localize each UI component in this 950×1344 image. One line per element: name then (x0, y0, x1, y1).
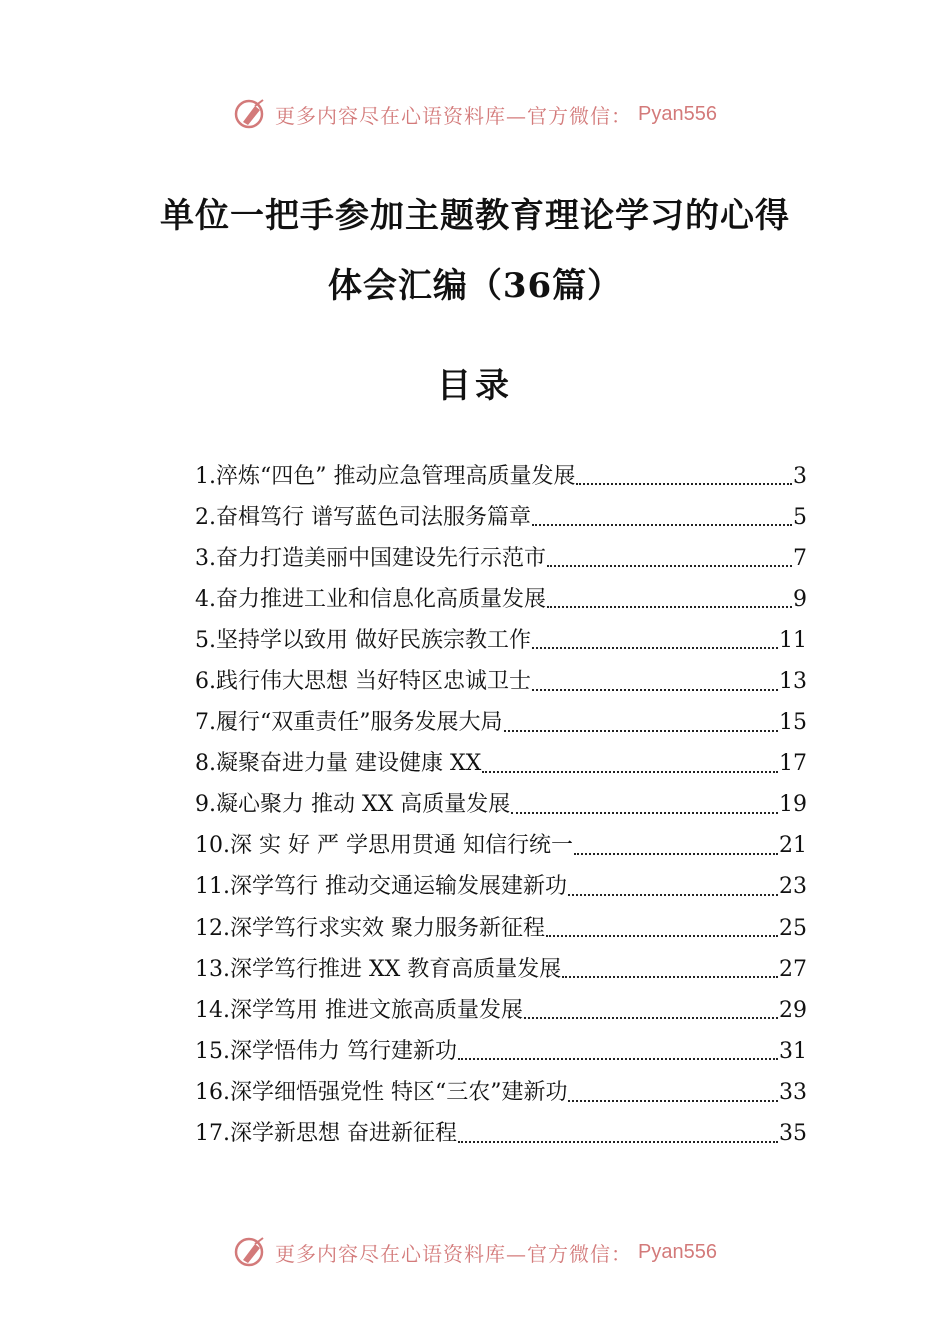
toc-entry[interactable]: 13.深学笃行推进 XX 教育高质量发展 27 (195, 956, 807, 982)
toc-entry[interactable]: 11.深学笃行 推动交通运输发展建新功 23 (195, 874, 807, 900)
toc-page-number: 15 (779, 710, 807, 736)
watermark-wechat-id: Pyan556 (638, 1240, 717, 1263)
watermark-footer (0, 1234, 950, 1270)
toc-page-number: 7 (793, 545, 807, 571)
toc-entry[interactable]: 17.深学新思想 奋进新征程 35 (195, 1121, 807, 1147)
toc-page-number: 17 (779, 751, 807, 777)
toc-page-number: 25 (779, 915, 807, 941)
watermark-text: 更多内容尽在心语资料库—官方微信： (275, 103, 633, 128)
toc-entry[interactable]: 16.深学细悟强党性 特区“三农”建新功 33 (195, 1079, 807, 1105)
toc-page-number: 33 (779, 1079, 807, 1105)
watermark-text: 更多内容尽在心语资料库—官方微信： (275, 1241, 633, 1266)
pen-logo-icon (233, 1234, 269, 1270)
toc-page-number: 29 (779, 997, 807, 1023)
toc-entry[interactable]: 8.凝聚奋进力量 建设健康 XX 17 (195, 751, 807, 777)
toc-page-number: 21 (779, 833, 807, 859)
toc-entry[interactable]: 12.深学笃行求实效 聚力服务新征程 25 (195, 915, 807, 941)
toc-entry[interactable]: 6.践行伟大思想 当好特区忠诚卫士 13 (195, 669, 807, 695)
table-of-contents (195, 456, 807, 1155)
toc-page-number: 9 (793, 586, 807, 612)
toc-page-number: 13 (779, 669, 807, 695)
toc-page-number: 5 (793, 504, 807, 530)
toc-entry[interactable]: 5.坚持学以致用 做好民族宗教工作 11 (195, 627, 807, 653)
toc-entry[interactable]: 14.深学笃用 推进文旅高质量发展 29 (195, 997, 807, 1023)
toc-page-number: 35 (779, 1121, 807, 1147)
watermark-wechat-id: Pyan556 (638, 102, 717, 125)
toc-page-number: 3 (793, 463, 807, 489)
toc-entry[interactable]: 15.深学悟伟力 笃行建新功 31 (195, 1038, 807, 1064)
watermark-header (0, 96, 950, 132)
toc-heading: 目录 (437, 366, 513, 406)
document-title-line1: 单位一把手参加主题教育理论学习的心得 (160, 196, 790, 236)
toc-entry[interactable]: 3.奋力打造美丽中国建设先行示范市 7 (195, 545, 807, 571)
toc-entry[interactable]: 7.履行“双重责任”服务发展大局 15 (195, 710, 807, 736)
toc-entry[interactable]: 4.奋力推进工业和信息化高质量发展 9 (195, 586, 807, 612)
toc-page-number: 19 (779, 792, 807, 818)
toc-entry[interactable]: 2.奋楫笃行 谱写蓝色司法服务篇章 5 (195, 504, 807, 530)
toc-entry[interactable]: 10.深 实 好 严 学思用贯通 知信行统一 21 (195, 833, 807, 859)
pen-logo-icon (233, 96, 269, 132)
toc-page-number: 11 (779, 627, 807, 653)
toc-page-number: 27 (779, 956, 807, 982)
toc-page-number: 31 (779, 1038, 807, 1064)
toc-entry[interactable]: 1.淬炼“四色” 推动应急管理高质量发展 3 (195, 463, 807, 489)
toc-page-number: 23 (779, 874, 807, 900)
toc-entry[interactable]: 9.凝心聚力 推动 XX 高质量发展 19 (195, 792, 807, 818)
document-title-line2: 体会汇编（36篇） (327, 266, 623, 306)
